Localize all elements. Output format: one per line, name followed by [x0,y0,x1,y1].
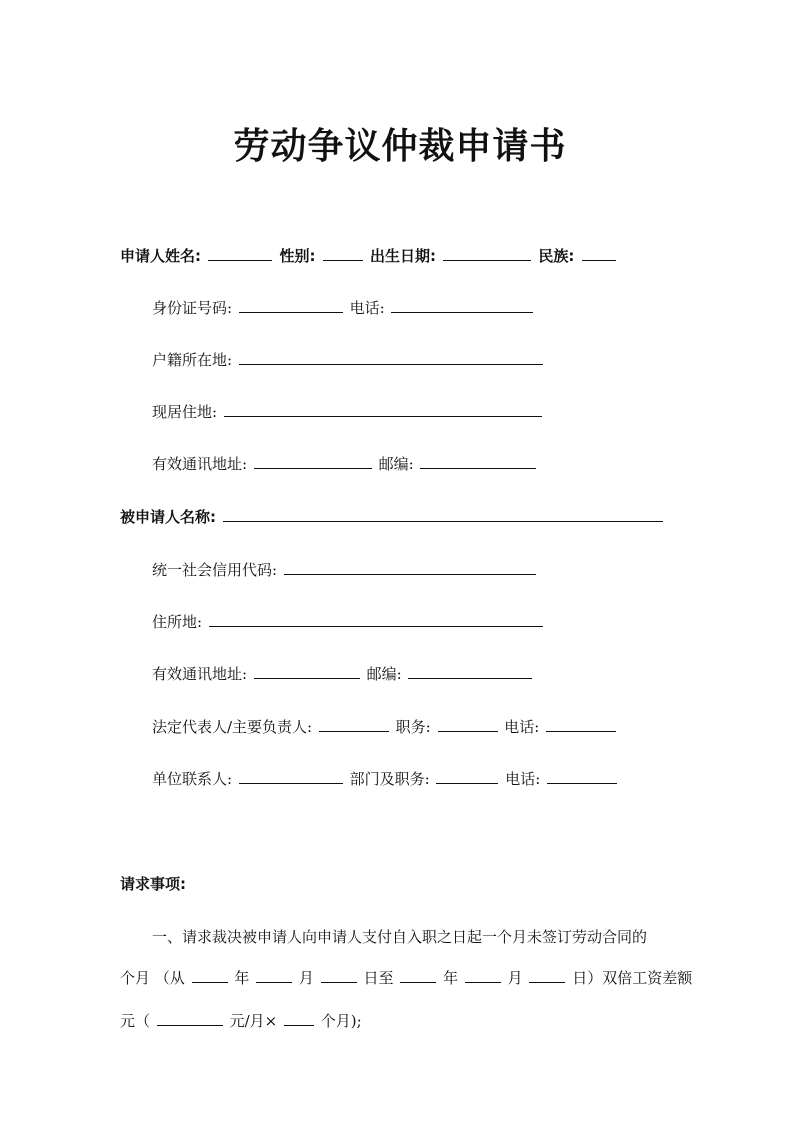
legal-rep-phone-field[interactable] [546,717,616,732]
domicile-row [152,612,545,632]
day-end-label: 日）双倍工资差额 [572,969,693,987]
start-day-field[interactable] [321,968,357,983]
document-title: 劳动争议仲裁申请书 [233,126,567,167]
per-month-label: 元/月× [229,1012,278,1030]
household-row [152,350,545,370]
months-count-field[interactable] [284,1011,314,1026]
end-day-field[interactable] [529,968,565,983]
claims-heading: 请求事项: [120,875,186,893]
dept-position-field[interactable] [436,769,498,784]
claim-months-prefix: 个月 （从 [120,969,185,987]
applicant-postcode-label: 邮编: [378,455,414,473]
residence-row [152,402,544,422]
start-year-label: 年 [234,969,250,987]
applicant-address-row [152,454,538,474]
respondent-address-field[interactable] [254,664,360,679]
dept-position-label: 部门及职务: [349,770,430,788]
applicant-name-label: 申请人姓名: [120,247,201,265]
id-phone-row [152,298,535,318]
id-number-field[interactable] [239,298,343,313]
residence-field[interactable] [224,402,542,417]
household-field[interactable] [239,350,543,365]
legal-rep-label: 法定代表人/主要负责人: [152,718,313,736]
contact-phone-field[interactable] [547,769,617,784]
domicile-field[interactable] [209,612,543,627]
gender-label: 性别: [279,247,316,265]
respondent-postcode-label: 邮编: [366,665,402,683]
claim-item1-line2 [120,967,692,988]
monthly-wage-field[interactable] [157,1011,223,1026]
day-to-label: 日至 [363,969,394,987]
legal-rep-position-label: 职务: [395,718,431,736]
claim-item1-line3 [120,1010,362,1031]
domicile-label: 住所地: [152,613,203,631]
contact-person-field[interactable] [239,769,343,784]
credit-code-label: 统一社会信用代码: [152,561,278,579]
id-number-label: 身份证号码: [152,299,233,317]
applicant-phone-label: 电话: [349,299,385,317]
amount-prefix: 元（ [120,1012,151,1030]
respondent-name-label: 被申请人名称: [120,508,216,526]
credit-code-row [152,560,538,580]
respondent-postcode-field[interactable] [408,664,532,679]
start-month-field[interactable] [256,968,292,983]
contact-row [152,769,619,789]
end-year-field[interactable] [400,968,436,983]
end-month-field[interactable] [465,968,501,983]
start-month-label: 月 [298,969,314,987]
respondent-name-row [120,507,665,527]
claim-item1-line1: 一、请求裁决被申请人向申请人支付自入职之日起一个月未签订劳动合同的 [152,928,648,946]
respondent-address-label: 有效通讯地址: [152,665,248,683]
months-suffix: 个月); [320,1012,362,1030]
legal-rep-position-field[interactable] [438,717,498,732]
applicant-name-field[interactable] [208,246,272,261]
legal-rep-phone-label: 电话: [504,718,540,736]
gender-field[interactable] [323,246,363,261]
ethnicity-label: 民族: [538,247,575,265]
household-label: 户籍所在地: [152,351,233,369]
end-year-label: 年 [443,969,459,987]
credit-code-field[interactable] [284,560,536,575]
legal-rep-field[interactable] [319,717,389,732]
end-month-label: 月 [507,969,523,987]
applicant-phone-field[interactable] [391,298,533,313]
applicant-postcode-field[interactable] [420,454,536,469]
applicant-basic-row [120,246,618,266]
applicant-address-label: 有效通讯地址: [152,455,248,473]
respondent-address-row [152,664,534,684]
birth-date-field[interactable] [443,246,531,261]
start-year-field[interactable] [192,968,228,983]
birth-date-label: 出生日期: [369,247,436,265]
applicant-address-field[interactable] [254,454,372,469]
contact-person-label: 单位联系人: [152,770,233,788]
legal-rep-row [152,717,618,737]
residence-label: 现居住地: [152,403,218,421]
respondent-name-field[interactable] [223,507,663,522]
ethnicity-field[interactable] [582,246,616,261]
contact-phone-label: 电话: [505,770,541,788]
